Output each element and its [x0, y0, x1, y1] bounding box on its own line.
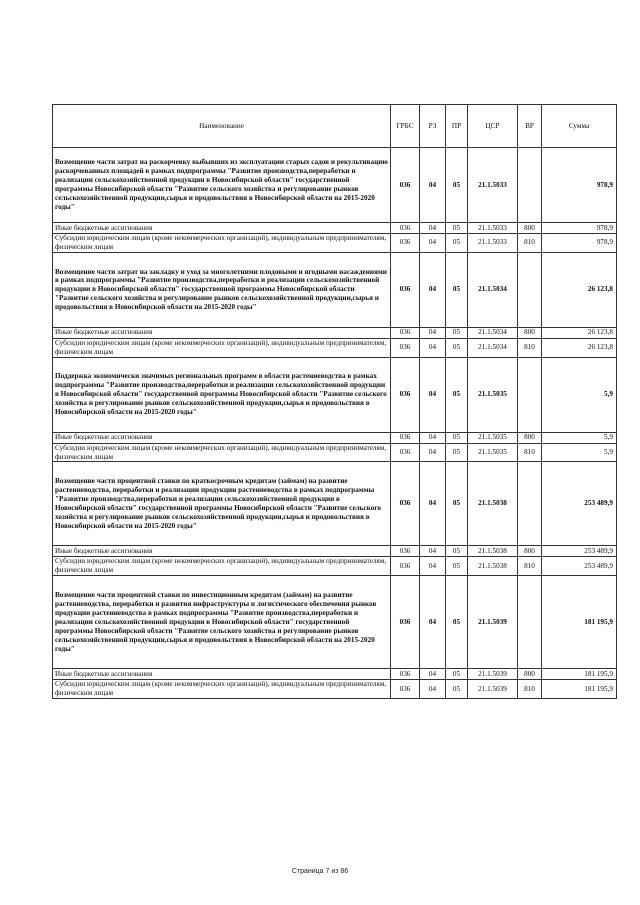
table-row	[53, 557, 617, 576]
cell-pr: 05	[446, 223, 468, 234]
cell-grbs: 036	[391, 338, 420, 357]
table-row	[53, 234, 617, 253]
cell-sum: 5,9	[542, 443, 617, 462]
table-row	[53, 443, 617, 462]
cell-name: Иные бюджетные ассигнования	[53, 432, 391, 443]
cell-rz: 04	[420, 338, 446, 357]
cell-grbs: 036	[391, 557, 420, 576]
table-row	[53, 669, 617, 680]
cell-pr: 05	[446, 432, 468, 443]
cell-pr: 05	[446, 357, 468, 432]
cell-csr: 21.1.5038	[468, 462, 518, 546]
header-sum: Сумма	[542, 105, 617, 148]
header-vr: ВР	[518, 105, 542, 148]
cell-sum: 978,9	[542, 148, 617, 223]
cell-vr: 800	[518, 546, 542, 557]
cell-rz: 04	[420, 546, 446, 557]
cell-name: Иные бюджетные ассигнования	[53, 327, 391, 338]
cell-grbs: 036	[391, 148, 420, 223]
cell-csr: 21.1.5034	[468, 252, 518, 327]
cell-vr: 810	[518, 557, 542, 576]
cell-sum: 26 123,8	[542, 338, 617, 357]
cell-grbs: 036	[391, 462, 420, 546]
page-number: Страница 7 из 86	[291, 868, 349, 875]
cell-csr: 21.1.5033	[468, 223, 518, 234]
cell-vr	[518, 576, 542, 669]
cell-pr: 05	[446, 338, 468, 357]
table-row	[53, 327, 617, 338]
cell-rz: 04	[420, 357, 446, 432]
cell-pr: 05	[446, 557, 468, 576]
table-row-program	[53, 252, 617, 327]
cell-grbs: 036	[391, 443, 420, 462]
cell-vr: 800	[518, 669, 542, 680]
header-pr: ПР	[446, 105, 468, 148]
cell-csr: 21.1.5034	[468, 338, 518, 357]
cell-name: Субсидии юридическим лицам (кроме некоммерческих организаций), индивидуальным предпринимателям, физическим лицам	[53, 557, 391, 576]
cell-grbs: 036	[391, 252, 420, 327]
table-row-program	[53, 148, 617, 223]
cell-name: Поддержка экономически значимых региональных программ в области растениеводства в рамках подпрограммы "Развитие производства,переработки и реализации сельскохозяйственной продукции в Новосибирской области" государственной программы Новосибирской области "Развитие сельского хозяйства и регулирование рынков сельскохозяйственной продукции,сырья и продовольствия в Новосибирской области на 2015-2020 годы"	[53, 357, 391, 432]
cell-vr: 800	[518, 327, 542, 338]
table-row	[53, 338, 617, 357]
cell-grbs: 036	[391, 669, 420, 680]
cell-vr: 810	[518, 443, 542, 462]
cell-grbs: 036	[391, 680, 420, 699]
cell-csr: 21.1.5035	[468, 432, 518, 443]
cell-sum: 5,9	[542, 432, 617, 443]
cell-rz: 04	[420, 234, 446, 253]
cell-vr: 810	[518, 680, 542, 699]
cell-rz: 04	[420, 443, 446, 462]
cell-vr	[518, 148, 542, 223]
cell-pr: 05	[446, 148, 468, 223]
cell-vr: 800	[518, 432, 542, 443]
cell-vr: 800	[518, 223, 542, 234]
table-row	[53, 432, 617, 443]
table-row-program	[53, 357, 617, 432]
cell-vr	[518, 252, 542, 327]
cell-sum: 181 195,9	[542, 576, 617, 669]
table-row-program	[53, 576, 617, 669]
table-row	[53, 546, 617, 557]
cell-vr	[518, 357, 542, 432]
cell-grbs: 036	[391, 576, 420, 669]
cell-grbs: 036	[391, 223, 420, 234]
cell-sum: 978,9	[542, 223, 617, 234]
cell-rz: 04	[420, 148, 446, 223]
cell-sum: 26 123,8	[542, 252, 617, 327]
cell-rz: 04	[420, 432, 446, 443]
cell-rz: 04	[420, 252, 446, 327]
cell-csr: 21.1.5038	[468, 557, 518, 576]
cell-grbs: 036	[391, 546, 420, 557]
cell-pr: 05	[446, 443, 468, 462]
cell-pr: 05	[446, 576, 468, 669]
cell-sum: 253 489,9	[542, 546, 617, 557]
cell-sum: 181 195,9	[542, 669, 617, 680]
cell-rz: 04	[420, 669, 446, 680]
cell-pr: 05	[446, 546, 468, 557]
cell-sum: 253 489,9	[542, 557, 617, 576]
cell-name: Возмещение части процентной ставки по краткосрочным кредитам (займам) на развитие растениеводства, переработки и реализации продукции растениеводства в рамках подпрограммы "Развитие производства,переработки и реализации сельскохозяйственной продукции в Новосибирской области" государственной программы Новосибирской области "Развитие сельского хозяйства и регулирование рынков сельскохозяйственной продукции,сырья и продовольствия в Новосибирской области на 2015-2020 годы"	[53, 462, 391, 546]
table-row	[53, 680, 617, 699]
cell-pr: 05	[446, 462, 468, 546]
cell-rz: 04	[420, 327, 446, 338]
table-row	[53, 223, 617, 234]
cell-pr: 05	[446, 234, 468, 253]
cell-rz: 04	[420, 223, 446, 234]
cell-name: Возмещение части затрат на раскорчевку выбывших из эксплуатации старых садов и рекультивацию раскорчеванных площадей в рамках подпрограммы "Развитие производства,переработки и реализации сельскохозяйственной продукции в Новосибирской области" государственной программы Новосибирской области "Развитие сельского хозяйства и регулирование рынков сельскохозяйственной продукции,сырья и продовольствия в Новосибирской области на 2015-2020 годы"	[53, 148, 391, 223]
cell-csr: 21.1.5035	[468, 443, 518, 462]
cell-name: Возмещение части затрат на закладку и уход за многолетними плодовыми и ягодными насаждениями в рамках подпрограммы "Развитие производства,переработки и реализации сельскохозяйственной продукции в Новосибирской области" государственной программы Новосибирской области "Развитие сельского хозяйства и регулирование рынков сельскохозяйственной продукции,сырья и продовольствия в Новосибирской области на 2015-2020 годы"	[53, 252, 391, 327]
cell-sum: 181 195,9	[542, 680, 617, 699]
cell-name: Иные бюджетные ассигнования	[53, 669, 391, 680]
cell-pr: 05	[446, 680, 468, 699]
cell-rz: 04	[420, 557, 446, 576]
cell-grbs: 036	[391, 357, 420, 432]
header-grbs: ГРБС	[391, 105, 420, 148]
cell-sum: 26 123,8	[542, 327, 617, 338]
header-csr: ЦСР	[468, 105, 518, 148]
cell-csr: 21.1.5039	[468, 669, 518, 680]
cell-pr: 05	[446, 327, 468, 338]
cell-vr	[518, 462, 542, 546]
cell-csr: 21.1.5034	[468, 327, 518, 338]
cell-name: Субсидии юридическим лицам (кроме некоммерческих организаций), индивидуальным предпринимателям, физическим лицам	[53, 338, 391, 357]
cell-name: Субсидии юридическим лицам (кроме некоммерческих организаций), индивидуальным предпринимателям, физическим лицам	[53, 680, 391, 699]
cell-csr: 21.1.5035	[468, 357, 518, 432]
cell-csr: 21.1.5033	[468, 234, 518, 253]
cell-csr: 21.1.5039	[468, 576, 518, 669]
cell-sum: 253 489,9	[542, 462, 617, 546]
header-row	[53, 105, 617, 148]
cell-name: Возмещение части процентной ставки по инвестиционным кредитам (займам) на развитие растениеводства, переработки и развития инфраструктуры и логистического обеспечения рынков продукции растениеводства в рамках подпрограммы "Развитие производства,переработки и реализации сельскохозяйственной продукции в Новосибирской области" государственной программы Новосибирской области "Развитие сельского хозяйства и регулирование рынков сельскохозяйственной продукции,сырья и продовольствия в Новосибирской области на 2015-2020 годы"	[53, 576, 391, 669]
cell-name: Субсидии юридическим лицам (кроме некоммерческих организаций), индивидуальным предпринимателям, физическим лицам	[53, 443, 391, 462]
budget-table	[52, 104, 617, 699]
cell-pr: 05	[446, 669, 468, 680]
cell-name: Иные бюджетные ассигнования	[53, 546, 391, 557]
cell-csr: 21.1.5039	[468, 680, 518, 699]
cell-name: Субсидии юридическим лицам (кроме некоммерческих организаций), индивидуальным предпринимателям, физическим лицам	[53, 234, 391, 253]
cell-rz: 04	[420, 576, 446, 669]
cell-csr: 21.1.5038	[468, 546, 518, 557]
cell-rz: 04	[420, 680, 446, 699]
cell-vr: 810	[518, 338, 542, 357]
cell-rz: 04	[420, 462, 446, 546]
cell-grbs: 036	[391, 432, 420, 443]
cell-sum: 5,9	[542, 357, 617, 432]
cell-csr: 21.1.5033	[468, 148, 518, 223]
cell-sum: 978,9	[542, 234, 617, 253]
cell-vr: 810	[518, 234, 542, 253]
header-name: Наименование	[53, 105, 391, 148]
cell-grbs: 036	[391, 327, 420, 338]
header-rz: РЗ	[420, 105, 446, 148]
cell-grbs: 036	[391, 234, 420, 253]
cell-pr: 05	[446, 252, 468, 327]
cell-name: Иные бюджетные ассигнования	[53, 223, 391, 234]
table-row-program	[53, 462, 617, 546]
